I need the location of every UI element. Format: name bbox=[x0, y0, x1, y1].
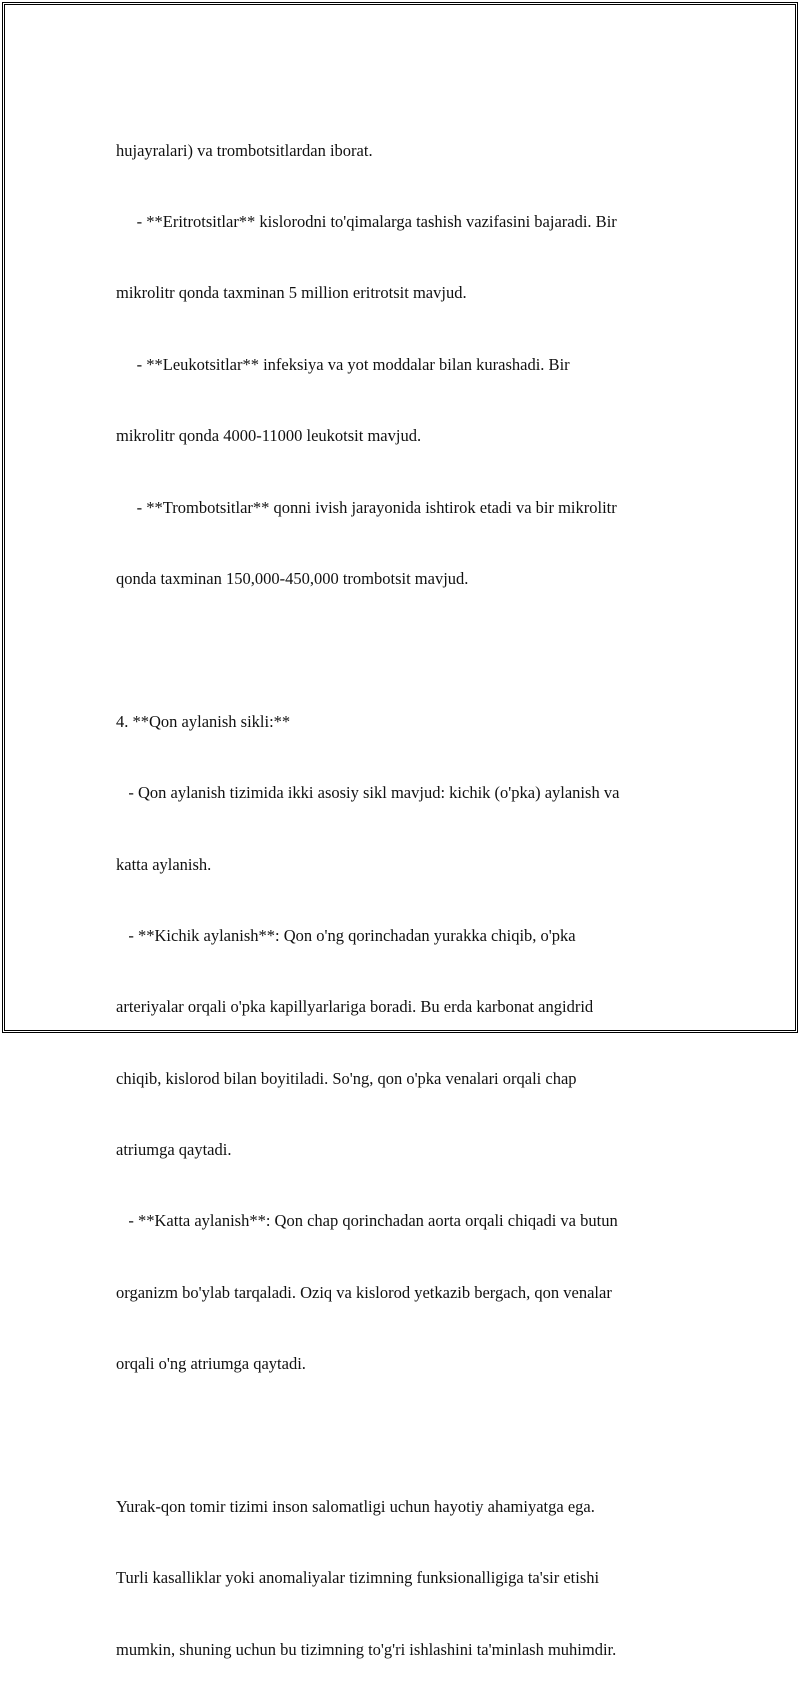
text-line: arteriyalar orqali o'pka kapillyarlariga boradi. Bu erda karbonat angidrid bbox=[116, 997, 594, 1017]
text-line: - **Eritrotsitlar** kislorodni to'qimalarga tashish vazifasini bajaradi. Bir bbox=[116, 211, 617, 231]
text-line: chiqib, kislorod bilan boyitiladi. So'ng, qon o'pka venalari orqali chap bbox=[116, 1068, 577, 1088]
text-line: - **Trombotsitlar** qonni ivish jarayonida ishtirok etadi va bir mikrolitr bbox=[116, 497, 617, 517]
text-line: mikrolitr qonda 4000-11000 leukotsit mavjud. bbox=[116, 426, 422, 446]
document-body bbox=[116, 91, 716, 1685]
text-line: - Qon aylanish tizimida ikki asosiy sikl mavjud: kichik (o'pka) aylanish va bbox=[116, 783, 620, 803]
text-line: Yurak-qon tomir tizimi inson salomatligi uchun hayotiy ahamiyatga ega. bbox=[116, 1497, 595, 1517]
text-line: - **Leukotsitlar** infeksiya va yot moddalar bilan kurashadi. Bir bbox=[116, 354, 570, 374]
text-line: Turli kasalliklar yoki anomaliyalar tizimning funksionalligiga ta'sir etishi bbox=[116, 1568, 600, 1588]
text-line: qonda taxminan 150,000-450,000 trombotsit mavjud. bbox=[116, 568, 469, 588]
blank-line bbox=[116, 638, 716, 662]
text-line: hujayralari) va trombotsitlardan iborat. bbox=[116, 140, 373, 160]
text-line: mikrolitr qonda taxminan 5 million eritrotsit mavjud. bbox=[116, 283, 467, 303]
text-line: - **Katta aylanish**: Qon chap qorinchadan aorta orqali chiqadi va butun bbox=[116, 1211, 618, 1231]
text-line: atriumga qaytadi. bbox=[116, 1140, 232, 1160]
blank-line bbox=[116, 1424, 716, 1448]
text-line: orqali o'ng atriumga qaytadi. bbox=[116, 1354, 306, 1374]
text-line: katta aylanish. bbox=[116, 854, 212, 874]
text-line: organizm bo'ylab tarqaladi. Oziq va kislorod yetkazib bergach, qon venalar bbox=[116, 1282, 612, 1302]
text-line: - **Kichik aylanish**: Qon o'ng qorinchadan yurakka chiqib, o'pka bbox=[116, 925, 576, 945]
section-heading: 4. **Qon aylanish sikli:** bbox=[116, 711, 291, 731]
text-line: mumkin, shuning uchun bu tizimning to'g'ri ishlashini ta'minlash muhimdir. bbox=[116, 1639, 617, 1659]
